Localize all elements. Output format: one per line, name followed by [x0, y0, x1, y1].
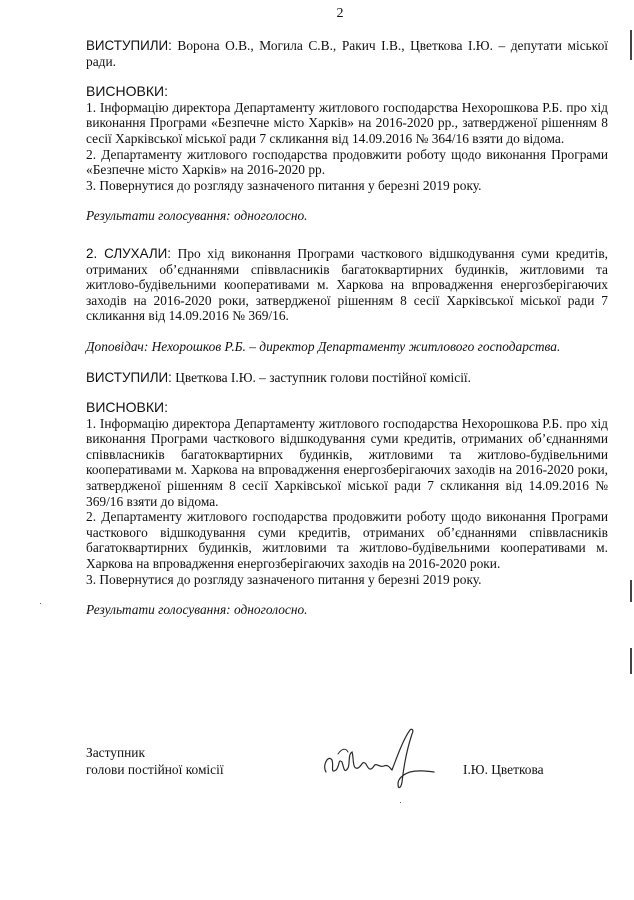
conclusion-2-item-1: 1. Інформацію директора Департаменту житлового господарства Нехорошкова Р.Б. про хід виконання Програми часткового відшкодування суми кредитів, отриманих об’єднаннями співвласників багатоквартирних будинків, житловими та житлово-будівельними кооперативами м. Харкова на впровадження енергозберігаючих заходів на 2016-2020 роки, затвердженої рішенням 8 сесії Харківської міської ради 7 скликання від 14.09.2016 № 369/16 взяти до відома.: [86, 415, 608, 509]
speakers-label-1: ВИСТУПИЛИ:: [86, 38, 172, 53]
conclusion-2-item-2: 2. Департаменту житлового господарства продовжити роботу щодо виконання Програми часткового відшкодування суми кредитів, отриманих об’єднаннями співвласників багатоквартирних будинків, житловими та житлово-будівельними кооперативами м. Харкова на впровадження енергозберігаючих заходів на 2016-2020 роки.: [86, 509, 608, 572]
voting-result-2: Результати голосування: одноголосно.: [86, 602, 308, 618]
scan-speck: [40, 603, 41, 604]
heard-text: Про хід виконання Програми часткового відшкодування суми кредитів, отриманих об’єднаннями співвласників багатоквартирних будинків, житловими та житлово-будівельними кооперативами м. Харкова на впровадження енергозберігаючих заходів на 2016-2020 роки, затвердженої рішенням 8 сесії Харківської міської ради 7 скликання від 14.09.2016 № 369/16.: [86, 245, 608, 324]
scan-speck: [400, 802, 401, 803]
conclusion-2-item-3: 3. Повернутися до розгляду зазначеного питання у березні 2019 року.: [86, 571, 482, 587]
speakers-paragraph-1: [86, 38, 608, 69]
signatory-position: [86, 744, 224, 778]
scan-edge-mark: [630, 30, 632, 60]
heard-paragraph: [86, 246, 608, 324]
document-body: [86, 38, 608, 618]
page-number: 2: [336, 6, 344, 21]
scan-edge-mark: [630, 580, 632, 602]
handwritten-signature: [318, 724, 438, 794]
conclusion-1-item-3: 3. Повернутися до розгляду зазначеного питання у березні 2019 року.: [86, 177, 482, 193]
speakers-text-1: Ворона О.В., Могила С.В., Ракич І.В., Цветкова І.Ю. – депутати міської ради.: [86, 38, 608, 69]
voting-result-1: Результати голосування: одноголосно.: [86, 208, 308, 224]
heard-label: 2. СЛУХАЛИ:: [86, 245, 171, 261]
signatory-name: І.Ю. Цветкова: [463, 762, 544, 777]
conclusions-heading-1: ВИСНОВКИ:: [86, 83, 168, 100]
signatory-position-line-1: Заступник: [86, 745, 145, 760]
conclusion-1-item-1: 1. Інформацію директора Департаменту житлового господарства Нехорошкова Р.Б. про хід виконання Програми «Безпечне місто Харків» на 2016-2020 рр., затвердженої рішенням 8 сесії Харківської міської ради 7 скликання від 14.09.2016 № 364/16 взяти до відома.: [86, 99, 608, 146]
speakers-label-2: ВИСТУПИЛИ:: [86, 369, 172, 385]
conclusions-heading-2: ВИСНОВКИ:: [86, 399, 168, 416]
speakers-text-2: Цветкова І.Ю. – заступник голови постійної комісії.: [175, 369, 471, 385]
reporter-line: Доповідач: Нехорошков Р.Б. – директор Департаменту житлового господарства.: [86, 338, 561, 354]
speakers-paragraph-2: [86, 370, 608, 386]
signatory-position-line-2: голови постійної комісії: [86, 762, 224, 777]
scan-edge-mark: [630, 648, 632, 674]
conclusion-1-item-2: 2. Департаменту житлового господарства продовжити роботу щодо виконання Програми «Безпечне місто Харків» на 2016-2020 рр.: [86, 146, 608, 178]
